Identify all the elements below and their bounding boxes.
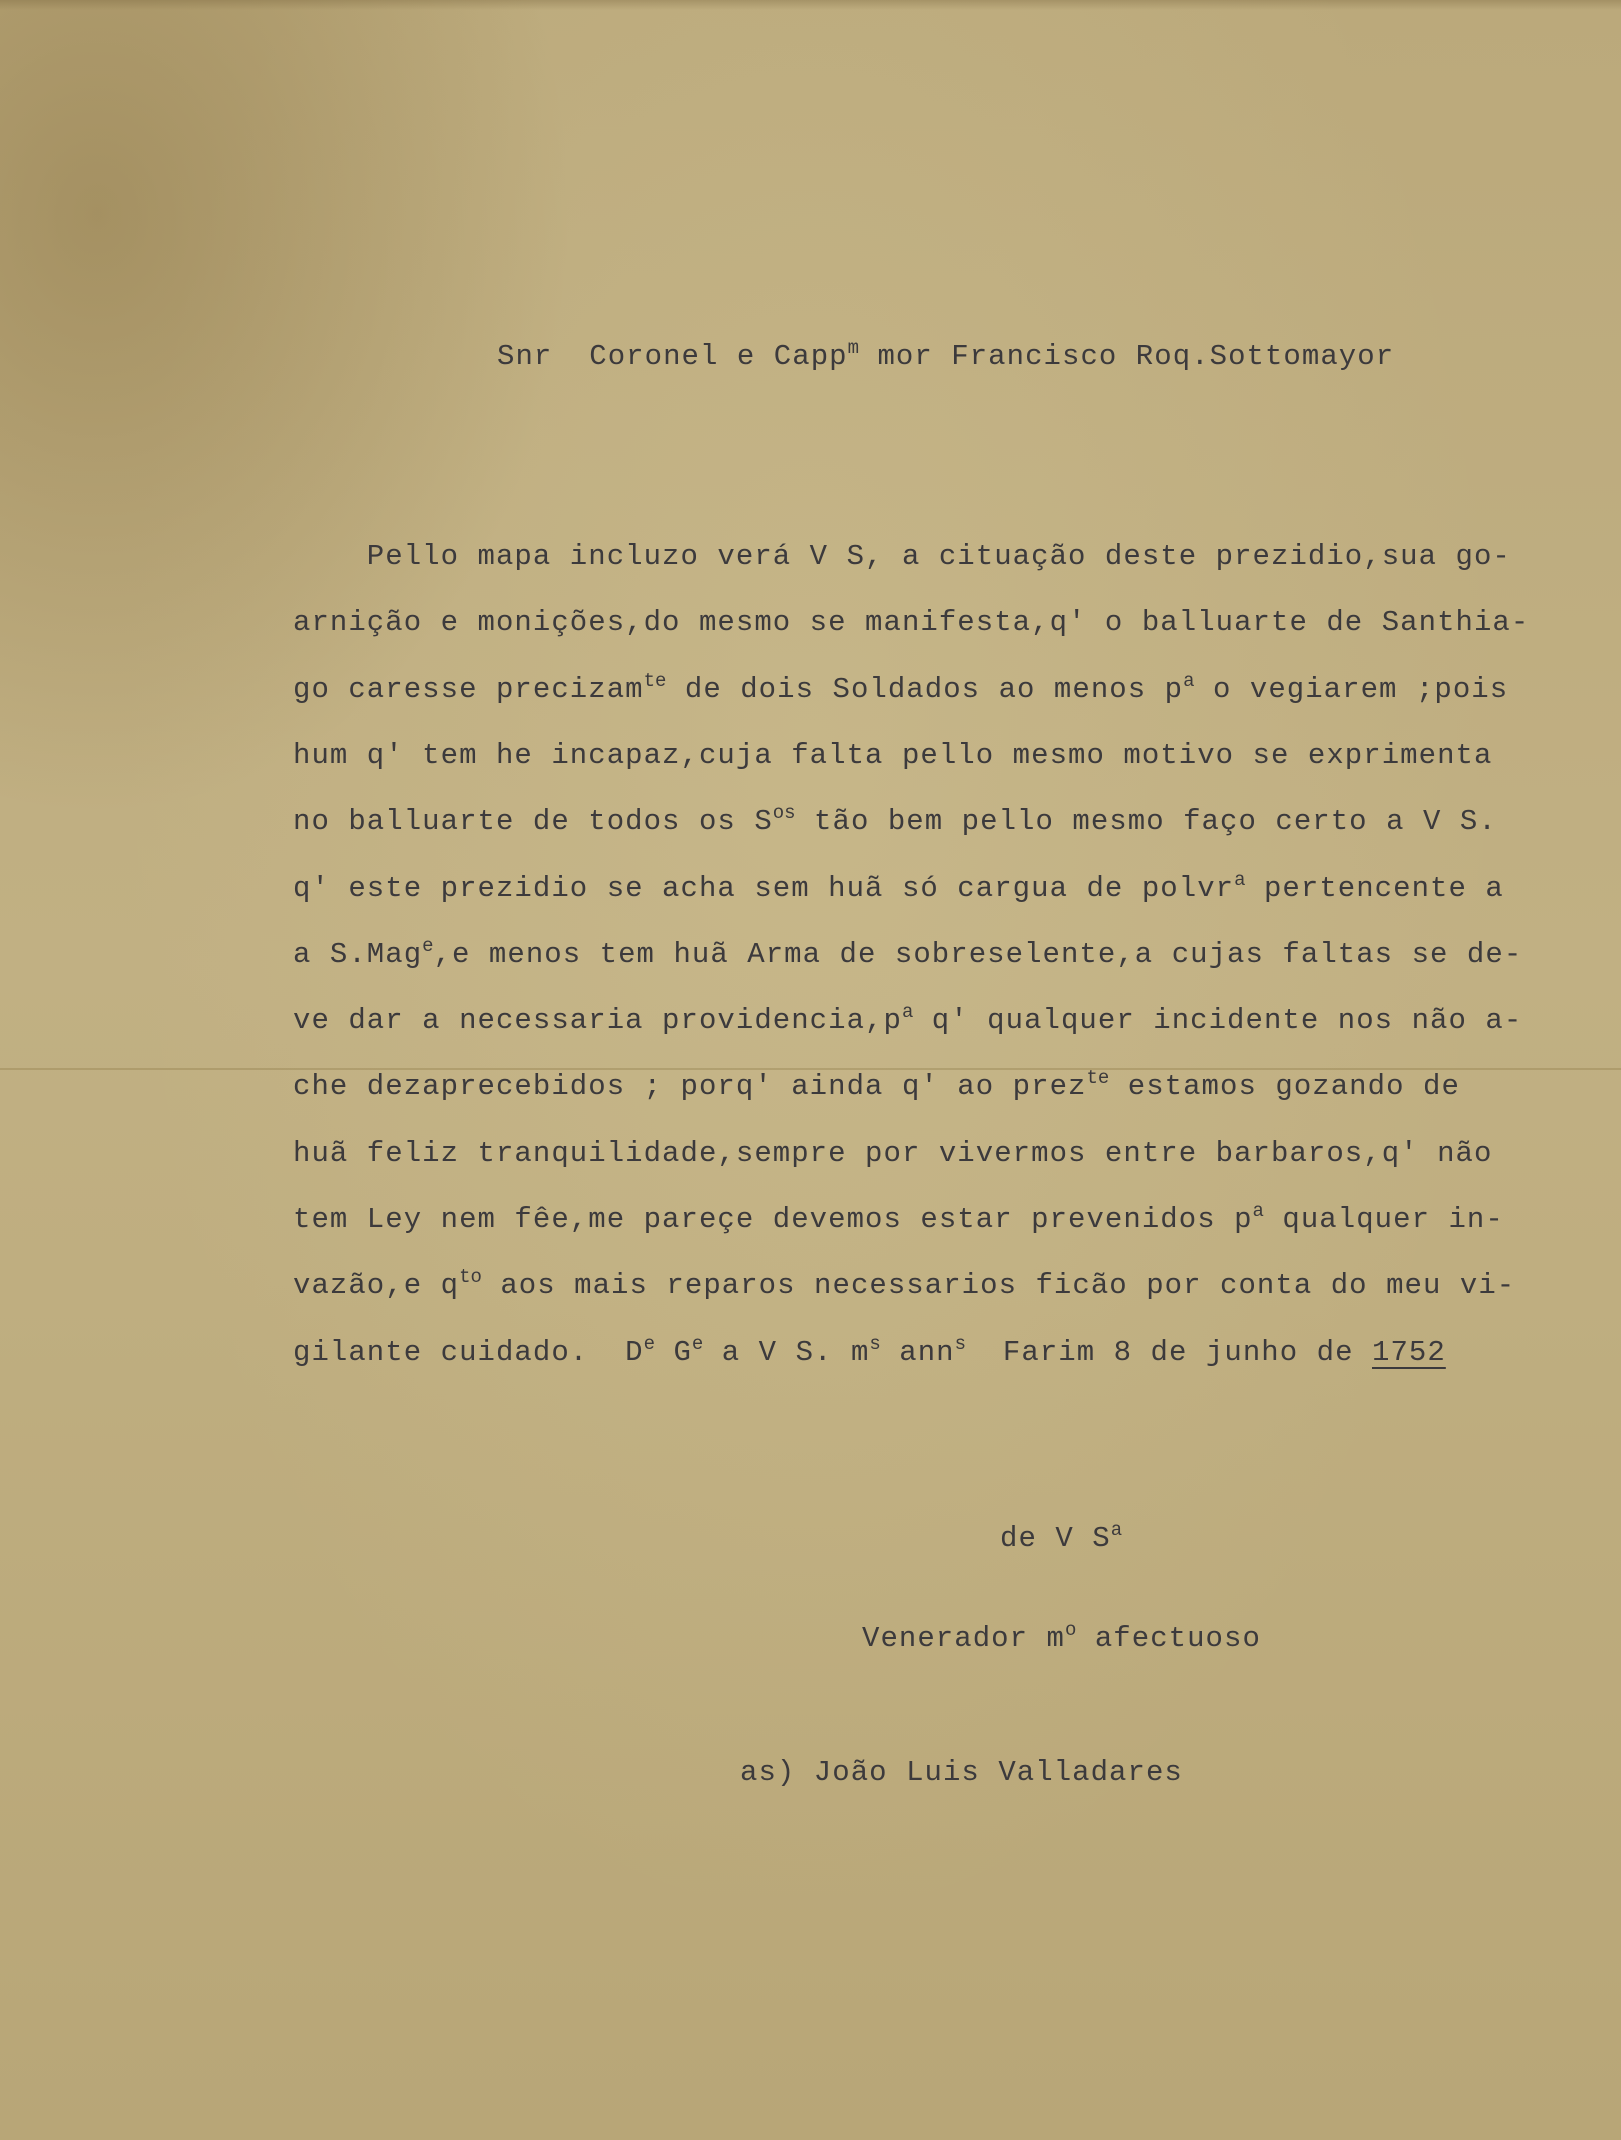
paper-edge-shadow (0, 0, 1621, 10)
body-text: qualquer in- (1263, 1203, 1504, 1236)
body-line (293, 1333, 1446, 1370)
body-text: ,e menos tem huã Arma de sobreselente,a cujas faltas se de- (433, 938, 1523, 971)
valediction-text-end: afectuoso (1076, 1622, 1261, 1655)
salutation-text: Snr Coronel e Capp (497, 340, 848, 373)
closing-valediction (862, 1619, 1261, 1656)
body-text: a S.Mag (293, 938, 423, 971)
body-text: o vegiarem ;pois (1194, 673, 1509, 706)
body-line (293, 1067, 1460, 1104)
body-text: de dois Soldados ao menos p (666, 673, 1184, 706)
abbreviation-superscript: s (869, 1333, 881, 1355)
abbreviation-superscript: te (643, 670, 667, 692)
body-line (293, 670, 1509, 707)
abbreviation-superscript: to (459, 1266, 482, 1288)
closing-greeting-text: de V S (1000, 1522, 1111, 1555)
body-text: huã feliz tranquilidade,sempre por vivermos entre barbaros,q' não (293, 1137, 1493, 1170)
body-text: no balluarte de todos os S (293, 805, 773, 838)
body-line (293, 935, 1523, 972)
closing-greeting-superscript: a (1110, 1519, 1123, 1541)
body-text: ve dar a necessaria providencia,p (293, 1004, 902, 1037)
body-text: q' este prezidio se acha sem huã só cargua de polvr (293, 872, 1235, 905)
underlined-year: 1752 (1372, 1336, 1446, 1369)
abbreviation-superscript: s (954, 1333, 967, 1355)
body-text: ann (880, 1336, 955, 1369)
body-text: pertencente a (1245, 872, 1504, 905)
body-text: q' qualquer incidente nos não a- (913, 1004, 1523, 1037)
abbreviation-superscript: a (1252, 1200, 1264, 1222)
abbreviation-superscript: os (772, 802, 796, 824)
abbreviation-superscript: e (643, 1333, 656, 1355)
salutation-superscript: m (847, 337, 860, 359)
body-text: gilante cuidado. D (293, 1336, 644, 1369)
body-line (293, 802, 1497, 839)
signature: as) João Luis Valladares (740, 1756, 1183, 1789)
abbreviation-superscript: a (901, 1001, 914, 1023)
abbreviation-superscript: a (1183, 670, 1195, 692)
salutation-text-end: mor Francisco Roq.Sottomayor (859, 340, 1395, 373)
valediction-text: Venerador m (862, 1622, 1065, 1655)
body-text: aos mais reparos necessarios ficão por conta do meu vi- (481, 1269, 1516, 1302)
body-line (293, 1200, 1504, 1237)
body-line (293, 739, 1492, 773)
body-text: G (655, 1336, 692, 1369)
salutation-line (497, 337, 1395, 374)
body-line (293, 606, 1529, 640)
body-line (293, 1001, 1523, 1038)
body-line (293, 1266, 1516, 1303)
valediction-superscript: o (1064, 1619, 1077, 1641)
abbreviation-superscript: te (1086, 1067, 1110, 1089)
body-text: arnição e monições,do mesmo se manifesta,q' o balluarte de Santhia- (293, 606, 1530, 639)
body-text: Farim 8 de junho de (966, 1336, 1372, 1369)
body-text: tão bem pello mesmo faço certo a V S. (795, 805, 1497, 838)
closing-greeting (1000, 1519, 1123, 1556)
body-text: go caresse precizam (293, 673, 644, 706)
abbreviation-superscript: e (691, 1333, 704, 1355)
body-text: a V S. m (703, 1336, 870, 1369)
abbreviation-superscript: a (1234, 869, 1246, 891)
body-text: che dezaprecebidos ; porq' ainda q' ao prez (293, 1070, 1087, 1103)
body-text: hum q' tem he incapaz,cuja falta pello mesmo motivo se exprimenta (293, 739, 1493, 772)
abbreviation-superscript: e (422, 935, 434, 957)
body-line (293, 869, 1504, 906)
body-text: estamos gozando de (1109, 1070, 1460, 1103)
body-line (293, 1137, 1492, 1171)
body-text: vazão,e q (293, 1269, 460, 1302)
body-text: tem Ley nem fêe,me pareçe devemos estar prevenidos p (293, 1203, 1253, 1236)
body-line (293, 540, 1511, 574)
body-text: Pello mapa incluzo verá V S, a cituação deste prezidio,sua go- (293, 540, 1511, 573)
